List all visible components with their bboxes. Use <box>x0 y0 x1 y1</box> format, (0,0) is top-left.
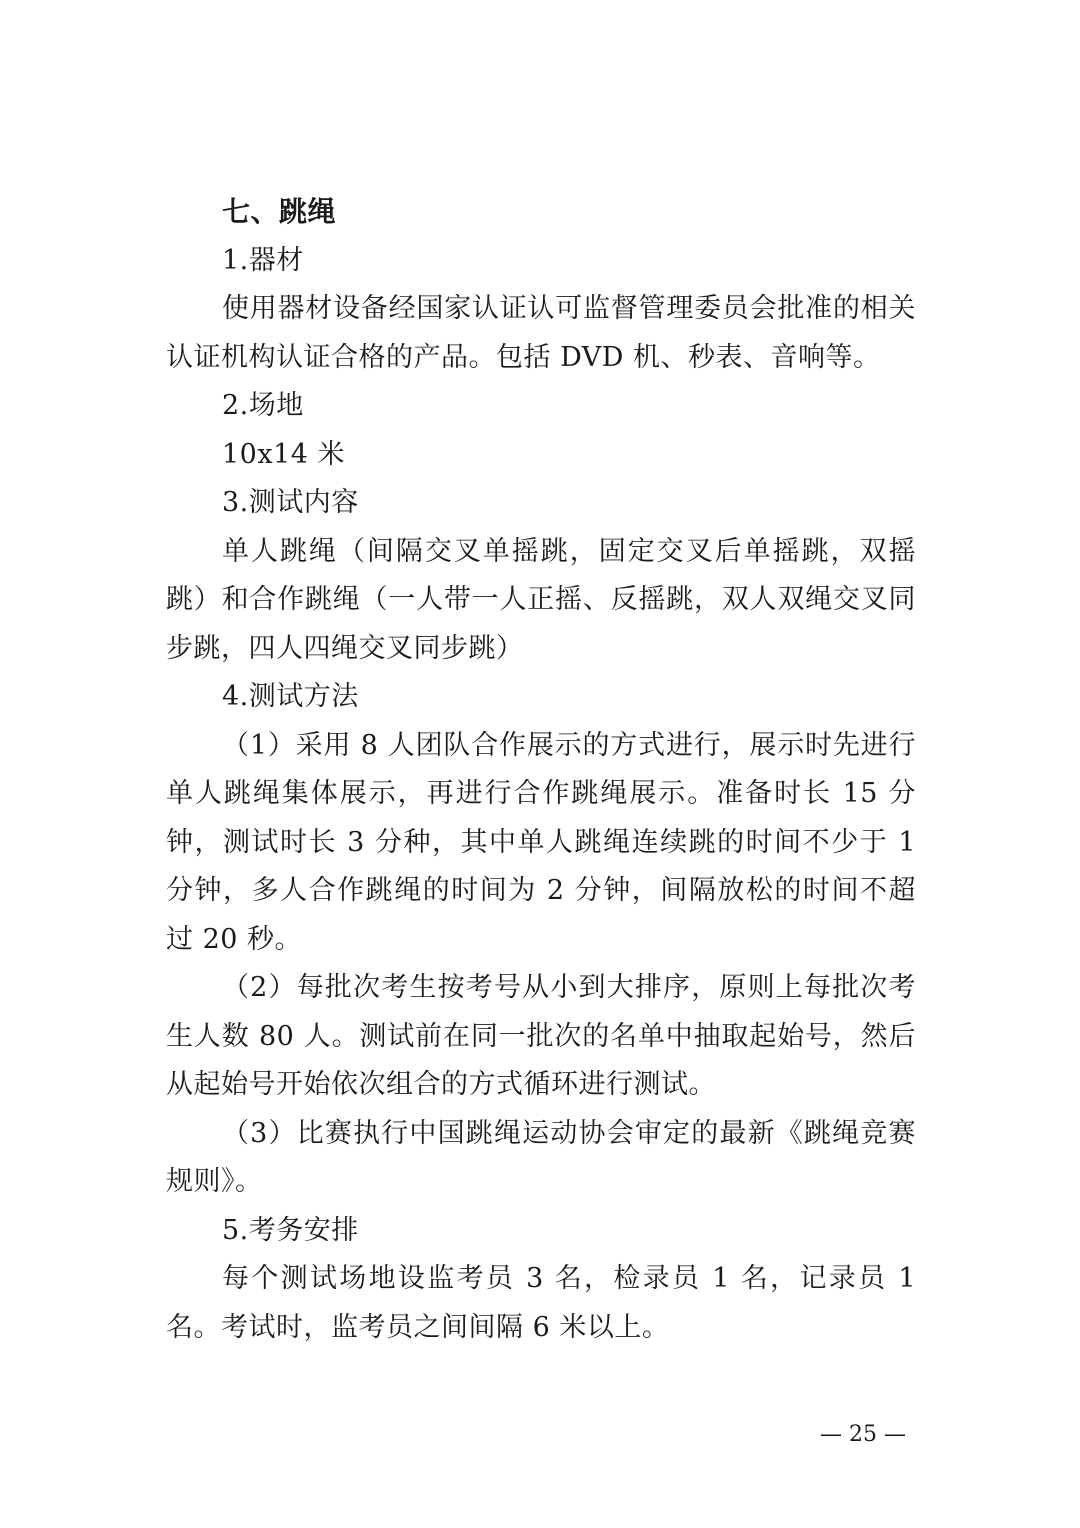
paragraph-method-1: （1）采用 8 人团队合作展示的方式进行，展示时先进行单人跳绳集体展示，再进行合作跳绳展示。准备时长 15 分钟，测试时长 3 分种，其中单人跳绳连续跳的时间不少于 1 分钟，多人合作跳绳的时间为 2 分钟，间隔放松的时间不超过 20 秒。 <box>166 729 916 955</box>
paragraph-method-3: （3）比赛执行中国跳绳运动协会审定的最新《跳绳竞赛规则》。 <box>166 1117 916 1197</box>
subheading-test-content: 3.测试内容 <box>222 487 359 518</box>
paragraph-equipment: 使用器材设备经国家认证认可监督管理委员会批准的相关认证机构认证合格的产品。包括 DVD 机、秒表、音响等。 <box>166 293 916 373</box>
subheading-equipment: 1.器材 <box>222 244 304 276</box>
section-heading: 七、跳绳 <box>222 195 337 228</box>
subheading-exam-arrangement: 5.考务安排 <box>222 1214 359 1246</box>
venue-size: 10x14 米 <box>222 438 346 470</box>
document-body <box>166 188 916 1352</box>
paragraph-method-2: （2）每批次考生按考号从小到大排序，原则上每批次考生人数 80 人。测试前在同一批次的名单中抽取起始号，然后从起始号开始依次组合的方式循环进行测试。 <box>166 972 916 1100</box>
paragraph-exam-arrangement: 每个测试场地设监考员 3 名，检录员 1 名，记录员 1 名。考试时，监考员之间间隔 6 米以上。 <box>166 1263 916 1343</box>
subheading-venue: 2.场地 <box>222 390 304 421</box>
subheading-test-method: 4.测试方法 <box>222 681 359 712</box>
page-number: — 25 — <box>820 1422 906 1447</box>
paragraph-test-content: 单人跳绳（间隔交叉单摇跳，固定交叉后单摇跳，双摇跳）和合作跳绳（一人带一人正摇、反摇跳，双人双绳交叉同步跳，四人四绳交叉同步跳） <box>166 535 916 664</box>
